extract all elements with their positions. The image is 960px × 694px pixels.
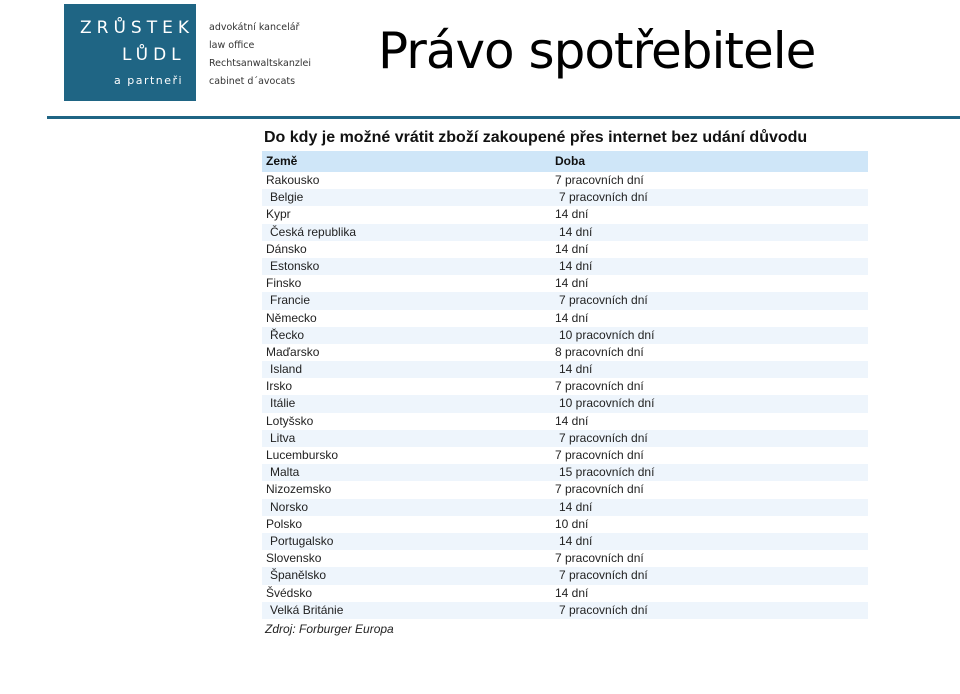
country-cell: Island <box>270 362 303 377</box>
table-row <box>262 533 868 550</box>
table-row <box>262 172 868 189</box>
duration-cell: 14 dní <box>555 241 589 256</box>
duration-cell: 14 dní <box>555 276 589 291</box>
logo-line-3: a partneři <box>114 74 184 87</box>
duration-cell: 15 pracovních dní <box>559 465 655 480</box>
country-cell: Velká Británie <box>270 602 344 617</box>
country-cell: Slovensko <box>266 551 322 566</box>
table-row <box>262 378 868 395</box>
duration-cell: 14 dní <box>555 207 589 222</box>
table-row <box>262 464 868 481</box>
table-row <box>262 447 868 464</box>
table-body <box>262 172 868 619</box>
table-header-row <box>262 151 868 172</box>
duration-cell: 7 pracovních dní <box>555 551 644 566</box>
duration-cell: 7 pracovních dní <box>555 448 644 462</box>
office-type-list <box>209 19 311 91</box>
duration-cell: 7 pracovních dní <box>559 568 648 583</box>
table-row <box>262 327 868 344</box>
table-row <box>262 292 868 309</box>
country-cell: Lotyšsko <box>266 413 314 428</box>
country-cell: Norsko <box>270 499 309 514</box>
country-cell: Maďarsko <box>266 344 320 359</box>
duration-cell: 10 dní <box>555 516 589 531</box>
office-type-de: Rechtsanwaltskanzlei <box>209 58 311 69</box>
country-cell: Řecko <box>270 327 305 342</box>
country-cell: Rakousko <box>266 173 320 187</box>
duration-cell: 10 pracovních dní <box>559 327 655 342</box>
duration-cell: 14 dní <box>559 499 593 514</box>
duration-cell: 10 pracovních dní <box>559 396 655 411</box>
logo-line-1: ZRŮSTEK <box>80 18 194 38</box>
country-cell: Německo <box>266 310 317 325</box>
country-cell: Kypr <box>266 207 291 222</box>
duration-cell: 14 dní <box>555 413 589 428</box>
table-row <box>262 275 868 292</box>
return-period-table <box>262 125 868 638</box>
column-header-duration: Doba <box>555 154 585 168</box>
table-row <box>262 602 868 619</box>
country-cell: Belgie <box>270 190 304 205</box>
title-divider <box>47 116 960 119</box>
table-row <box>262 206 868 223</box>
country-cell: Itálie <box>270 396 296 411</box>
duration-cell: 14 dní <box>559 224 593 239</box>
table-source: Zdroj: Forburger Europa <box>265 621 394 636</box>
logo-line-2: LŮDL <box>122 45 186 65</box>
slide-title: Právo spotřebitele <box>378 22 816 80</box>
country-cell: Litva <box>270 430 296 445</box>
country-cell: Dánsko <box>266 241 307 256</box>
duration-cell: 7 pracovních dní <box>555 482 644 497</box>
country-cell: Francie <box>270 293 311 308</box>
table-row <box>262 395 868 412</box>
table-row <box>262 516 868 533</box>
office-type-fr: cabinet d´avocats <box>209 76 296 87</box>
table-row <box>262 258 868 275</box>
country-cell: Polsko <box>266 516 303 531</box>
column-header-country: Země <box>266 154 298 168</box>
table-row <box>262 550 868 567</box>
duration-cell: 7 pracovních dní <box>555 173 644 187</box>
office-type-cz: advokátní kancelář <box>209 22 300 33</box>
table-row <box>262 499 868 516</box>
country-cell: Portugalsko <box>270 533 334 548</box>
table-row <box>262 310 868 327</box>
table-row <box>262 241 868 258</box>
country-cell: Irsko <box>266 379 293 394</box>
country-cell: Nizozemsko <box>266 482 332 497</box>
duration-cell: 14 dní <box>555 585 589 600</box>
firm-logo <box>64 4 196 101</box>
table-row <box>262 430 868 447</box>
table-row <box>262 413 868 430</box>
duration-cell: 7 pracovních dní <box>555 379 644 394</box>
table-row <box>262 189 868 206</box>
duration-cell: 7 pracovních dní <box>559 190 648 205</box>
duration-cell: 8 pracovních dní <box>555 344 644 359</box>
duration-cell: 14 dní <box>559 258 593 273</box>
office-type-en: law office <box>209 40 255 51</box>
country-cell: Španělsko <box>270 568 327 583</box>
table-heading: Do kdy je možné vrátit zboží zakoupené přes internet bez udání důvodu <box>264 129 808 146</box>
table-row <box>262 585 868 602</box>
country-cell: Malta <box>270 465 300 480</box>
country-cell: Estonsko <box>270 258 320 273</box>
country-cell: Česká republika <box>270 224 357 239</box>
table-row <box>262 361 868 378</box>
country-cell: Švédsko <box>266 585 313 600</box>
table-row <box>262 481 868 498</box>
duration-cell: 14 dní <box>559 533 593 548</box>
duration-cell: 14 dní <box>555 310 589 325</box>
table-row <box>262 224 868 241</box>
country-cell: Finsko <box>266 276 302 291</box>
duration-cell: 14 dní <box>559 362 593 377</box>
table-row <box>262 344 868 361</box>
country-cell: Lucembursko <box>266 448 339 462</box>
table-row <box>262 567 868 584</box>
duration-cell: 7 pracovních dní <box>559 293 648 308</box>
duration-cell: 7 pracovních dní <box>559 430 648 445</box>
duration-cell: 7 pracovních dní <box>559 602 648 617</box>
